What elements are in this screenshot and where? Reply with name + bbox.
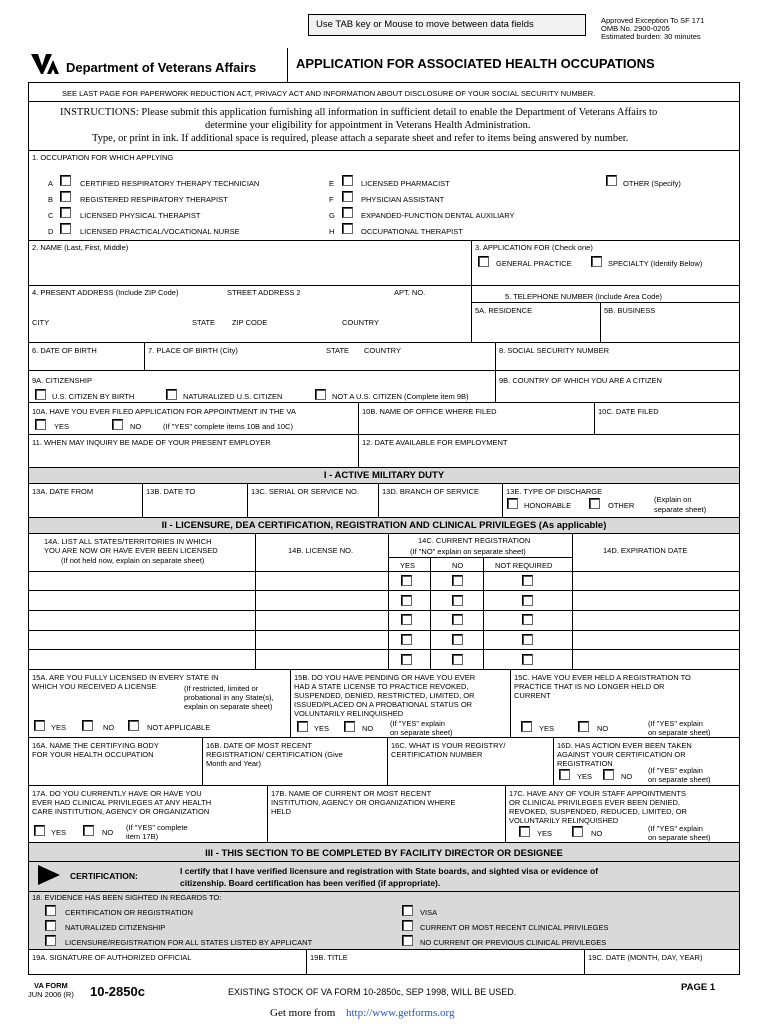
other-discharge-checkbox[interactable] — [589, 498, 600, 509]
instructions-line3: Type, or print in ink. If additional space is required, please attach a separate sheet and refer to items being answered by number. — [92, 133, 629, 144]
q1-option-c[interactable] — [60, 207, 71, 218]
section1-title: I - ACTIVE MILITARY DUTY — [323, 470, 445, 481]
q10-no-checkbox[interactable] — [112, 419, 123, 430]
q1-option-e[interactable] — [342, 175, 353, 186]
form-number: 10-2850c — [90, 984, 145, 999]
row3-no[interactable] — [452, 614, 463, 625]
q10b-label: 10B. NAME OF OFFICE WHERE FILED — [362, 407, 497, 416]
row5-no[interactable] — [452, 654, 463, 665]
q6-label: 6. DATE OF BIRTH — [32, 346, 97, 355]
q15a-na[interactable] — [128, 720, 139, 731]
instructions-line2: determine your eligibility for appointment in Veterans Health Administration. — [205, 120, 531, 131]
row4-yes[interactable] — [401, 634, 412, 645]
honorable-checkbox[interactable] — [507, 498, 518, 509]
q3-specialty-checkbox[interactable] — [591, 256, 602, 267]
department-name: Department of Veterans Affairs — [66, 60, 257, 75]
q1-option-a[interactable] — [60, 175, 71, 186]
q16d-no[interactable] — [603, 769, 614, 780]
q1-option-f[interactable] — [342, 191, 353, 202]
q3-label: 3. APPLICATION FOR (Check one) — [475, 243, 593, 252]
page-number: PAGE 1 — [681, 982, 716, 993]
q1-option-b[interactable] — [60, 191, 71, 202]
q9-naturalized-checkbox[interactable] — [166, 389, 177, 400]
q15a-no[interactable] — [82, 720, 93, 731]
row3-yes[interactable] — [401, 614, 412, 625]
q9b-label: 9B. COUNTRY OF WHICH YOU ARE A CITIZEN — [499, 376, 662, 385]
section2-title: II - LICENSURE, DEA CERTIFICATION, REGISTRATION AND CLINICAL PRIVILEGES (As applicable) — [161, 520, 607, 531]
q1-option-d[interactable] — [60, 223, 71, 234]
omb-number: OMB No. 2900-0205 — [601, 24, 670, 33]
q16d-yes[interactable] — [559, 769, 570, 780]
q9a-label: 9A. CITIZENSHIP — [32, 376, 93, 385]
q11-label: 11. WHEN MAY INQUIRY BE MADE OF YOUR PRESENT EMPLOYER — [32, 438, 271, 447]
q10c-label: 10C. DATE FILED — [598, 407, 659, 416]
q1-option-h[interactable] — [342, 223, 353, 234]
q17a-no[interactable] — [83, 825, 94, 836]
row1-yes[interactable] — [401, 575, 412, 586]
evidence-licensure[interactable] — [45, 935, 56, 946]
q12-label: 12. DATE AVAILABLE FOR EMPLOYMENT — [362, 438, 508, 447]
q3-general-checkbox[interactable] — [478, 256, 489, 267]
getforms-link[interactable]: http://www.getforms.org — [346, 1007, 455, 1019]
row3-notreq[interactable] — [522, 614, 533, 625]
q15c-yes[interactable] — [521, 721, 532, 732]
row2-notreq[interactable] — [522, 595, 533, 606]
row5-notreq[interactable] — [522, 654, 533, 665]
form-title: APPLICATION FOR ASSOCIATED HEALTH OCCUPATIONS — [296, 56, 655, 71]
evidence-certification[interactable] — [45, 905, 56, 916]
row1-no[interactable] — [452, 575, 463, 586]
q17a-yes[interactable] — [34, 825, 45, 836]
q15b-no[interactable] — [344, 721, 355, 732]
estimated-burden: Estimated burden: 30 minutes — [601, 32, 701, 41]
q10-yes-checkbox[interactable] — [35, 419, 46, 430]
q2-label: 2. NAME (Last, First, Middle) — [32, 243, 129, 252]
row4-no[interactable] — [452, 634, 463, 645]
privacy-notice: SEE LAST PAGE FOR PAPERWORK REDUCTION ACT, PRIVACY ACT AND INFORMATION ABOUT DISCLOSURE OF YOUR SOCIAL SECURITY NUMBER. — [62, 89, 596, 98]
row2-no[interactable] — [452, 595, 463, 606]
q15c-no[interactable] — [578, 721, 589, 732]
q15b-yes[interactable] — [297, 721, 308, 732]
q17c-no[interactable] — [572, 826, 583, 837]
q1-option-other[interactable] — [606, 175, 617, 186]
row4-notreq[interactable] — [522, 634, 533, 645]
approved-exception: Approved Exception To SF 171 — [601, 16, 705, 25]
section3-title: III - THIS SECTION TO BE COMPLETED BY FACILITY DIRECTOR OR DESIGNEE — [205, 848, 563, 859]
row1-notreq[interactable] — [522, 575, 533, 586]
q15a-yes[interactable] — [34, 720, 45, 731]
q9-not-citizen-checkbox[interactable] — [315, 389, 326, 400]
evidence-no-privileges[interactable] — [402, 935, 413, 946]
q17c-yes[interactable] — [519, 826, 530, 837]
q4-label: 4. PRESENT ADDRESS (Include ZIP Code) — [32, 288, 179, 297]
row5-yes[interactable] — [401, 654, 412, 665]
q10a-label: 10A. HAVE YOU EVER FILED APPLICATION FOR APPOINTMENT IN THE VA — [32, 407, 296, 416]
row2-yes[interactable] — [401, 595, 412, 606]
q1-label: 1. OCCUPATION FOR WHICH APPLYING — [32, 153, 174, 162]
q7-label: 7. PLACE OF BIRTH (City) — [148, 346, 238, 355]
evidence-current-privileges[interactable] — [402, 920, 413, 931]
q9-by-birth-checkbox[interactable] — [35, 389, 46, 400]
q5-label: 5. TELEPHONE NUMBER (Include Area Code) — [505, 292, 663, 301]
tab-hint: Use TAB key or Mouse to move between data fields — [316, 19, 534, 30]
instructions-line1: INSTRUCTIONS: Please submit this application furnishing all information in sufficient detail to enable the Department of Veterans Affairs to — [60, 107, 658, 118]
evidence-visa[interactable] — [402, 905, 413, 916]
q1-option-g[interactable] — [342, 207, 353, 218]
arrow-icon — [38, 865, 60, 885]
q8-label: 8. SOCIAL SECURITY NUMBER — [499, 346, 610, 355]
va-logo — [30, 52, 60, 76]
evidence-naturalized[interactable] — [45, 920, 56, 931]
